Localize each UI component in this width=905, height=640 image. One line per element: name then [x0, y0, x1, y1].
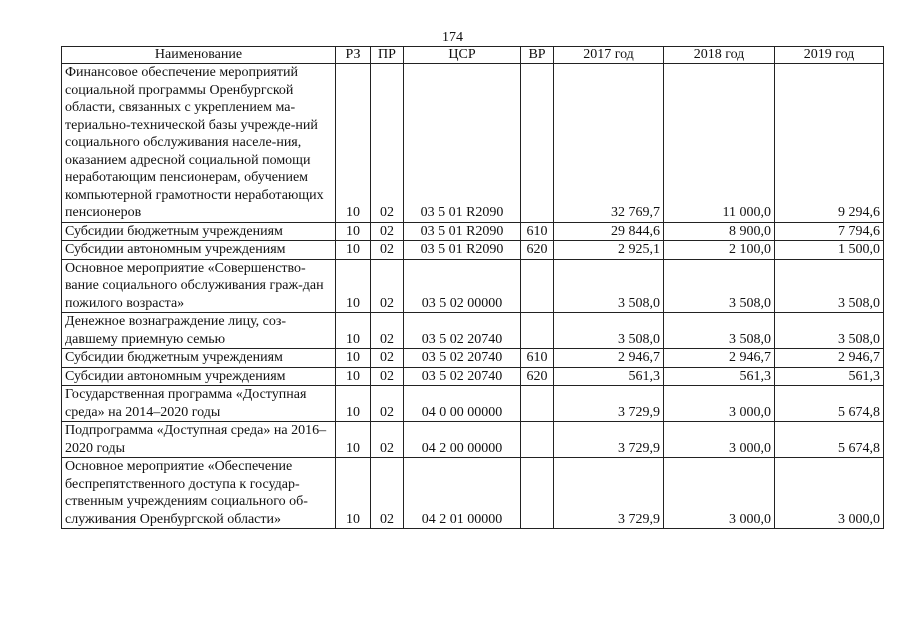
- cell-2018: 2 100,0: [664, 241, 775, 260]
- cell-rz: 10: [336, 222, 371, 241]
- header-2018: 2018 год: [664, 47, 775, 64]
- cell-2018: 3 000,0: [664, 422, 775, 458]
- cell-2017: 29 844,6: [554, 222, 664, 241]
- cell-csr: 04 2 00 00000: [404, 422, 521, 458]
- cell-rz: 10: [336, 422, 371, 458]
- cell-csr: 03 5 02 20740: [404, 313, 521, 349]
- cell-vr: [521, 64, 554, 223]
- header-rz: РЗ: [336, 47, 371, 64]
- table-row: [62, 259, 884, 313]
- cell-name: Субсидии автономным учреждениям: [62, 367, 336, 386]
- cell-pr: 02: [371, 458, 404, 529]
- cell-pr: 02: [371, 386, 404, 422]
- cell-name: Денежное вознаграждение лицу, соз-давшему приемную семью: [62, 313, 336, 349]
- cell-2019: 5 674,8: [775, 422, 884, 458]
- cell-2017: 3 508,0: [554, 313, 664, 349]
- table-header-row: [62, 47, 884, 64]
- cell-name: Субсидии бюджетным учреждениям: [62, 222, 336, 241]
- cell-2017: 32 769,7: [554, 64, 664, 223]
- cell-rz: 10: [336, 259, 371, 313]
- cell-rz: 10: [336, 313, 371, 349]
- cell-2017: 2 925,1: [554, 241, 664, 260]
- cell-rz: 10: [336, 458, 371, 529]
- cell-pr: 02: [371, 222, 404, 241]
- cell-2019: 3 000,0: [775, 458, 884, 529]
- cell-2019: 561,3: [775, 367, 884, 386]
- cell-2019: 5 674,8: [775, 386, 884, 422]
- cell-csr: 04 2 01 00000: [404, 458, 521, 529]
- table-row: [62, 313, 884, 349]
- table-row: [62, 386, 884, 422]
- table-row: [62, 349, 884, 368]
- page-number: 174: [442, 30, 463, 45]
- cell-csr: 03 5 02 20740: [404, 367, 521, 386]
- table-body: [62, 64, 884, 529]
- budget-table: [61, 46, 884, 529]
- cell-2018: 561,3: [664, 367, 775, 386]
- cell-2017: 3 729,9: [554, 386, 664, 422]
- cell-2017: 561,3: [554, 367, 664, 386]
- cell-2019: 7 794,6: [775, 222, 884, 241]
- cell-rz: 10: [336, 349, 371, 368]
- table-row: [62, 64, 884, 223]
- cell-name: Подпрограмма «Доступная среда» на 2016–2020 годы: [62, 422, 336, 458]
- cell-2018: 3 508,0: [664, 313, 775, 349]
- cell-pr: 02: [371, 422, 404, 458]
- cell-pr: 02: [371, 241, 404, 260]
- cell-2019: 2 946,7: [775, 349, 884, 368]
- cell-csr: 03 5 02 20740: [404, 349, 521, 368]
- table-row: [62, 367, 884, 386]
- header-2017: 2017 год: [554, 47, 664, 64]
- cell-2018: 8 900,0: [664, 222, 775, 241]
- cell-name: Субсидии бюджетным учреждениям: [62, 349, 336, 368]
- cell-name: Субсидии автономным учреждениям: [62, 241, 336, 260]
- cell-2017: 3 508,0: [554, 259, 664, 313]
- cell-2019: 1 500,0: [775, 241, 884, 260]
- cell-2018: 11 000,0: [664, 64, 775, 223]
- cell-csr: 04 0 00 00000: [404, 386, 521, 422]
- header-csr: ЦСР: [404, 47, 521, 64]
- cell-pr: 02: [371, 259, 404, 313]
- cell-vr: [521, 458, 554, 529]
- cell-2019: 3 508,0: [775, 259, 884, 313]
- cell-vr: 610: [521, 349, 554, 368]
- cell-2018: 3 000,0: [664, 458, 775, 529]
- cell-2019: 9 294,6: [775, 64, 884, 223]
- cell-rz: 10: [336, 367, 371, 386]
- table-row: [62, 458, 884, 529]
- cell-vr: [521, 313, 554, 349]
- cell-name: Основное мероприятие «Совершенство-вание социального обслуживания граж-дан пожилого возраста»: [62, 259, 336, 313]
- cell-name: Государственная программа «Доступная среда» на 2014–2020 годы: [62, 386, 336, 422]
- cell-pr: 02: [371, 313, 404, 349]
- cell-csr: 03 5 02 00000: [404, 259, 521, 313]
- cell-name: Финансовое обеспечение мероприятий социальной программы Оренбургской области, связанных с укреплением ма-териально-технической базы учрежде-ний социального обслуживания населе-ния, оказанием адресной социальной помощи неработающим пенсионерам, обучением компьютерной грамотности неработающих пенсионеров: [62, 64, 336, 223]
- cell-vr: 620: [521, 367, 554, 386]
- cell-vr: 610: [521, 222, 554, 241]
- table-row: [62, 241, 884, 260]
- cell-2017: 2 946,7: [554, 349, 664, 368]
- cell-name: Основное мероприятие «Обеспечение беспрепятственного доступа к государ-ственным учреждениям социального об-служивания Оренбургской области»: [62, 458, 336, 529]
- cell-pr: 02: [371, 349, 404, 368]
- cell-vr: [521, 386, 554, 422]
- cell-vr: [521, 422, 554, 458]
- cell-2017: 3 729,9: [554, 458, 664, 529]
- header-pr: ПР: [371, 47, 404, 64]
- cell-2017: 3 729,9: [554, 422, 664, 458]
- cell-rz: 10: [336, 386, 371, 422]
- cell-vr: 620: [521, 241, 554, 260]
- header-2019: 2019 год: [775, 47, 884, 64]
- cell-vr: [521, 259, 554, 313]
- header-name: Наименование: [62, 47, 336, 64]
- cell-csr: 03 5 01 R2090: [404, 222, 521, 241]
- cell-rz: 10: [336, 241, 371, 260]
- header-vr: ВР: [521, 47, 554, 64]
- cell-2018: 3 000,0: [664, 386, 775, 422]
- cell-pr: 02: [371, 64, 404, 223]
- cell-rz: 10: [336, 64, 371, 223]
- cell-2018: 2 946,7: [664, 349, 775, 368]
- table-row: [62, 422, 884, 458]
- cell-csr: 03 5 01 R2090: [404, 64, 521, 223]
- table-row: [62, 222, 884, 241]
- cell-2018: 3 508,0: [664, 259, 775, 313]
- cell-2019: 3 508,0: [775, 313, 884, 349]
- cell-pr: 02: [371, 367, 404, 386]
- cell-csr: 03 5 01 R2090: [404, 241, 521, 260]
